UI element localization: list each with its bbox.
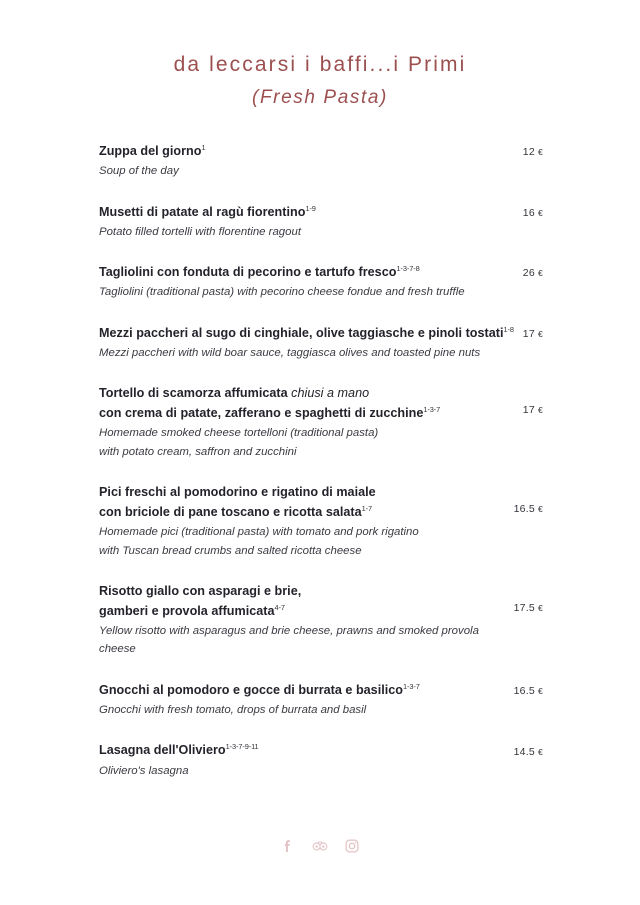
menu-header <box>0 0 640 110</box>
price-value: 16.5 <box>513 503 535 516</box>
price-value: 14.5 <box>513 745 535 758</box>
allergen-superscript: 4-7 <box>274 602 285 612</box>
menu-item-name-block <box>99 142 497 162</box>
menu-item-description-line: Tagliolini (traditional pasta) with pecorino cheese fondue and fresh truffle <box>99 286 465 299</box>
menu-item-price <box>497 328 543 340</box>
menu-item-list <box>0 142 640 780</box>
menu-item-name-block <box>99 681 497 701</box>
menu-item-price <box>497 685 543 697</box>
menu-item-name-modifier: chiusi a mano <box>287 386 370 401</box>
menu-item-name-line: con crema di patate, zafferano e spaghetti di zucchine$^{1-3-7}$ <box>99 405 441 421</box>
price-value: 16.5 <box>513 685 535 698</box>
menu-item <box>99 681 543 720</box>
price-value: 16 <box>522 206 535 219</box>
menu-item-header-row <box>99 483 543 523</box>
menu-item-description-line: Potato filled tortelli with florentine ragout <box>99 225 301 238</box>
menu-item-header-row <box>99 681 543 701</box>
menu-item-header-row <box>99 203 543 223</box>
allergen-superscript: 1-3-7 <box>403 681 420 691</box>
menu-item-name-line: Risotto giallo con asparagi e brie, <box>99 583 302 598</box>
tripadvisor-icon[interactable] <box>311 837 329 855</box>
price-currency: € <box>538 405 543 416</box>
price-value: 17 <box>522 327 535 340</box>
allergen-superscript: 1 <box>201 142 206 152</box>
price-currency: € <box>538 328 543 339</box>
menu-item-name-block <box>99 203 497 223</box>
menu-item-description-line: Gnocchi with fresh tomato, drops of burrata and basil <box>99 703 367 716</box>
menu-item-price <box>497 207 543 219</box>
price-currency: € <box>538 602 543 613</box>
menu-item-price <box>497 746 543 758</box>
menu-item <box>99 324 543 363</box>
menu-item-description-line: Yellow risotto with asparagus and brie cheese, prawns and smoked provola <box>99 624 479 637</box>
price-currency: € <box>538 147 543 158</box>
menu-item-description-line: with potato cream, saffron and zucchini <box>99 445 297 458</box>
menu-item-name-line: Gnocchi al pomodoro e gocce di burrata e basilico$^{1-3-7}$ <box>99 681 420 698</box>
menu-item-header-row <box>99 263 543 283</box>
price-currency: € <box>538 504 543 515</box>
menu-item <box>99 741 543 780</box>
price-currency: € <box>538 207 543 218</box>
price-currency: € <box>538 746 543 757</box>
menu-item-price <box>497 146 543 158</box>
menu-item-header-row <box>99 142 543 162</box>
menu-item <box>99 263 543 302</box>
menu-item-header-row <box>99 324 543 344</box>
social-links-bar <box>0 837 640 855</box>
menu-item-price <box>497 503 543 515</box>
menu-item-name-block <box>99 263 497 283</box>
menu-item-name-line: con briciole di pane toscano e ricotta salata$^{1-7}$ <box>99 503 373 520</box>
menu-item-description-line: with Tuscan bread crumbs and salted ricotta cheese <box>99 544 362 557</box>
instagram-icon[interactable] <box>343 837 361 855</box>
page-subtitle: (Fresh Pasta) <box>252 87 388 109</box>
menu-item-name-line: Musetti di patate al ragù fiorentino$^{1-9}$ <box>99 203 316 219</box>
menu-item-name-line: Pici freschi al pomodorino e rigatino di maiale <box>99 485 376 500</box>
menu-item-name-line: Tagliolini con fonduta di pecorino e tartufo fresco$^{1-3-7-8}$ <box>99 264 420 280</box>
allergen-superscript: 1-9 <box>305 203 316 213</box>
price-value: 17.5 <box>513 601 535 614</box>
menu-item-description-line: Mezzi paccheri with wild boar sauce, taggiasca olives and toasted pine nuts <box>99 346 481 359</box>
menu-item-name-line: Zuppa del giorno$^1$ <box>99 142 206 159</box>
menu-item-description-line: Soup of the day <box>99 165 179 178</box>
menu-item-description-line: Oliviero's lasagna <box>99 764 189 777</box>
price-value: 12 <box>522 146 535 159</box>
menu-item-name-block <box>99 384 497 424</box>
menu-item <box>99 203 543 242</box>
menu-item-description-line: Homemade smoked cheese tortelloni (traditional pasta) <box>99 427 379 440</box>
menu-item-header-row <box>99 582 543 622</box>
facebook-icon[interactable] <box>279 837 297 855</box>
price-currency: € <box>538 686 543 697</box>
allergen-superscript: 1-3-7-9-11 <box>225 742 259 752</box>
menu-item-description-line: cheese <box>99 643 136 656</box>
menu-item <box>99 384 543 461</box>
menu-item-description-line: Homemade pici (traditional pasta) with tomato and pork rigatino <box>99 526 419 539</box>
price-currency: € <box>538 268 543 279</box>
menu-item-name-line: Mezzi paccheri al sugo di cinghiale, olive taggiasche e pinoli tostati$^{1-8}$ <box>99 324 514 340</box>
menu-item <box>99 582 543 659</box>
menu-item-header-row <box>99 741 543 761</box>
page-title: da leccarsi i baffi...i Primi <box>173 53 467 76</box>
menu-item-name-line: gamberi e provola affumicata$^{4-7}$ <box>99 602 285 619</box>
menu-item-price <box>497 404 543 416</box>
menu-item-header-row <box>99 384 543 424</box>
menu-item <box>99 142 543 181</box>
menu-item <box>99 483 543 560</box>
menu-item-name-line: Lasagna dell'Oliviero$^{1-3-7-9-11}$ <box>99 742 259 758</box>
menu-item-name-block <box>99 582 497 622</box>
allergen-superscript: 1-7 <box>361 503 373 513</box>
menu-item-name-block <box>99 483 497 523</box>
price-value: 26 <box>522 267 535 280</box>
menu-item-price <box>497 602 543 614</box>
price-value: 17 <box>522 404 535 417</box>
menu-item-name-line: Tortello di scamorza affumicata chiusi a mano <box>99 386 370 401</box>
allergen-superscript: 1-8 <box>503 324 514 334</box>
menu-item-name-block <box>99 741 497 761</box>
menu-item-name-block <box>99 324 514 344</box>
allergen-superscript: 1-3-7-8 <box>396 264 420 274</box>
menu-item-price <box>497 267 543 279</box>
allergen-superscript: 1-3-7 <box>423 405 441 415</box>
